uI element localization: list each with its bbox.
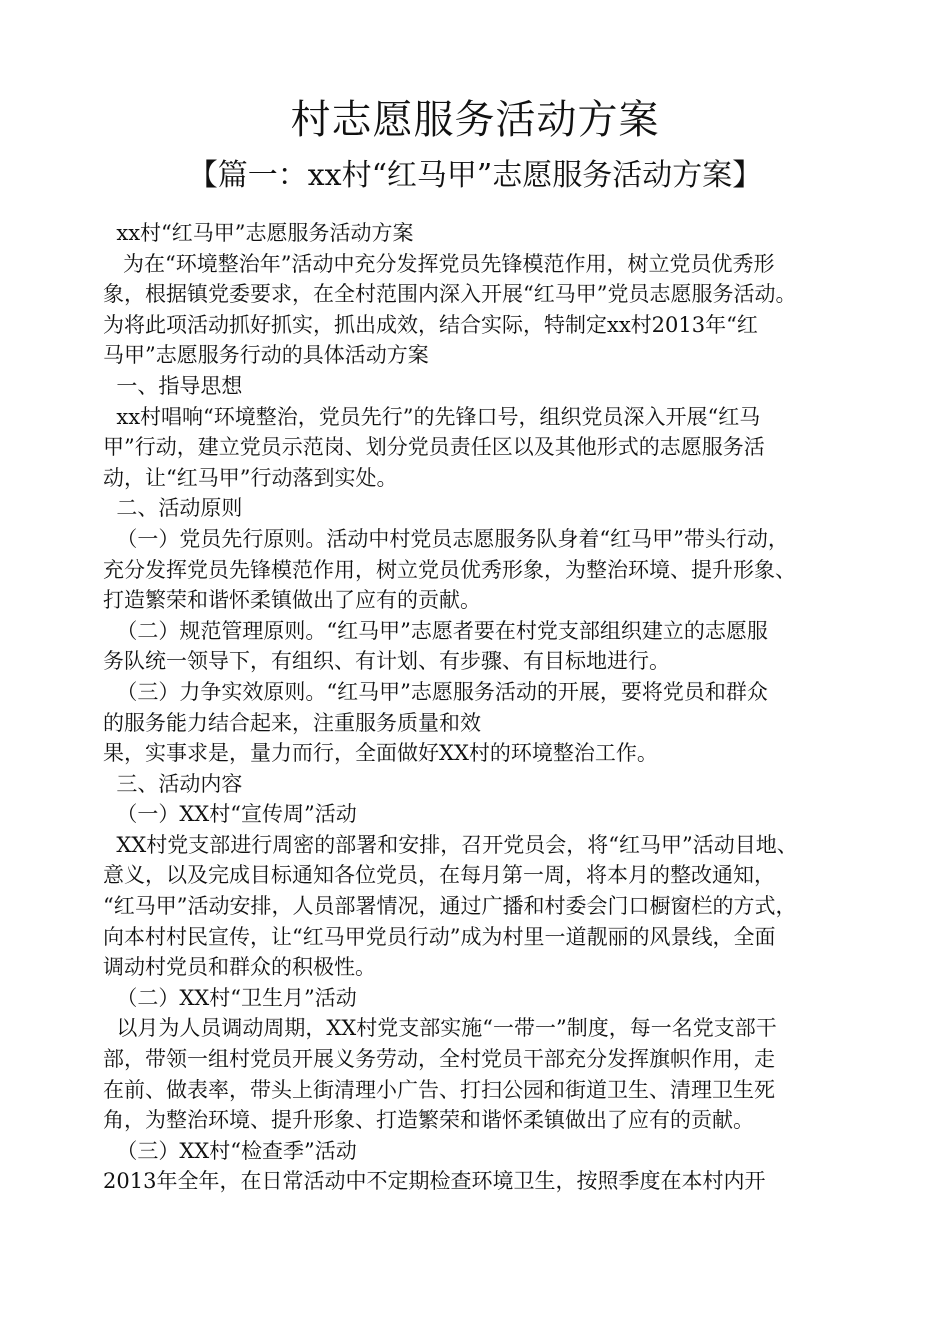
text-line: 果，实事求是，量力而行，全面做好XX村的环境整治工作。 [103, 741, 658, 766]
text-line: 2013年全年，在日常活动中不定期检查环境卫生，按照季度在本村内开 [103, 1169, 766, 1194]
text-line: 以月为人员调动周期，XX村党支部实施“一带一”制度，每一名党支部干 [103, 1016, 777, 1041]
text-line: 打造繁荣和谐怀柔镇做出了应有的贡献。 [103, 588, 481, 613]
document-body [103, 218, 873, 1197]
text-line: （一）XX村“宣传周”活动 [103, 802, 357, 827]
text-line: 象，根据镇党委要求，在全村范围内深入开展“红马甲”党员志愿服务活动。 [103, 282, 797, 307]
document-subtitle: 【篇一：xx村“红马甲”志愿服务活动方案】 [187, 158, 763, 193]
text-line: （三）力争实效原则。“红马甲”志愿服务活动的开展，要将党员和群众 [103, 679, 768, 704]
text-line: 为在“环境整治年”活动中充分发挥党员先锋模范作用，树立党员优秀形 [103, 251, 775, 276]
text-line: 动，让“红马甲”行动落到实处。 [103, 465, 398, 490]
text-line: 为将此项活动抓好抓实，抓出成效，结合实际，特制定xx村2013年“红 [103, 312, 758, 337]
text-line: 务队统一领导下，有组织、有计划、有步骤、有目标地进行。 [103, 649, 670, 674]
text-line: XX村党支部进行周密的部署和安排，召开党员会，将“红马甲”活动目地、 [103, 832, 798, 857]
text-line: （三）XX村“检查季”活动 [103, 1138, 357, 1163]
text-line: 调动村党员和群众的积极性。 [103, 955, 376, 980]
text-line: “红马甲”活动安排，人员部署情况，通过广播和村委会门口橱窗栏的方式， [103, 894, 797, 919]
text-line: 意义，以及完成目标通知各位党员，在每月第一周，将本月的整改通知， [103, 863, 775, 888]
text-line: （一）党员先行原则。活动中村党员志愿服务队身着“红马甲”带头行动， [103, 526, 789, 551]
text-line: xx村唱响“环境整治，党员先行”的先锋口号，组织党员深入开展“红马 [103, 404, 761, 429]
text-line: 部，带领一组村党员开展义务劳动，全村党员干部充分发挥旗帜作用，走 [103, 1047, 775, 1072]
text-line: （二）规范管理原则。“红马甲”志愿者要在村党支部组织建立的志愿服 [103, 618, 768, 643]
text-line: xx村“红马甲”志愿服务活动方案 [103, 221, 414, 245]
text-line: 甲”行动，建立党员示范岗、划分党员责任区以及其他形式的志愿服务活 [103, 435, 765, 460]
text-line: 二、活动原则 [103, 496, 243, 521]
text-line: （二）XX村“卫生月”活动 [103, 985, 357, 1010]
text-line: 充分发挥党员先锋模范作用，树立党员优秀形象，为整治环境、提升形象、 [103, 557, 796, 582]
text-line: 的服务能力结合起来，注重服务质量和效 [103, 710, 481, 735]
text-line: 向本村村民宣传，让“红马甲党员行动”成为村里一道靓丽的风景线，全面 [103, 924, 776, 949]
text-line: 马甲”志愿服务行动的具体活动方案 [103, 343, 429, 368]
document-title: 村志愿服务活动方案 [290, 97, 660, 143]
text-line: 三、活动内容 [103, 771, 243, 796]
text-line: 角，为整治环境、提升形象、打造繁荣和谐怀柔镇做出了应有的贡献。 [103, 1108, 754, 1133]
text-line: 在前、做表率，带头上街清理小广告、打扫公园和街道卫生、清理卫生死 [103, 1077, 775, 1102]
text-line: 一、指导思想 [103, 373, 243, 398]
